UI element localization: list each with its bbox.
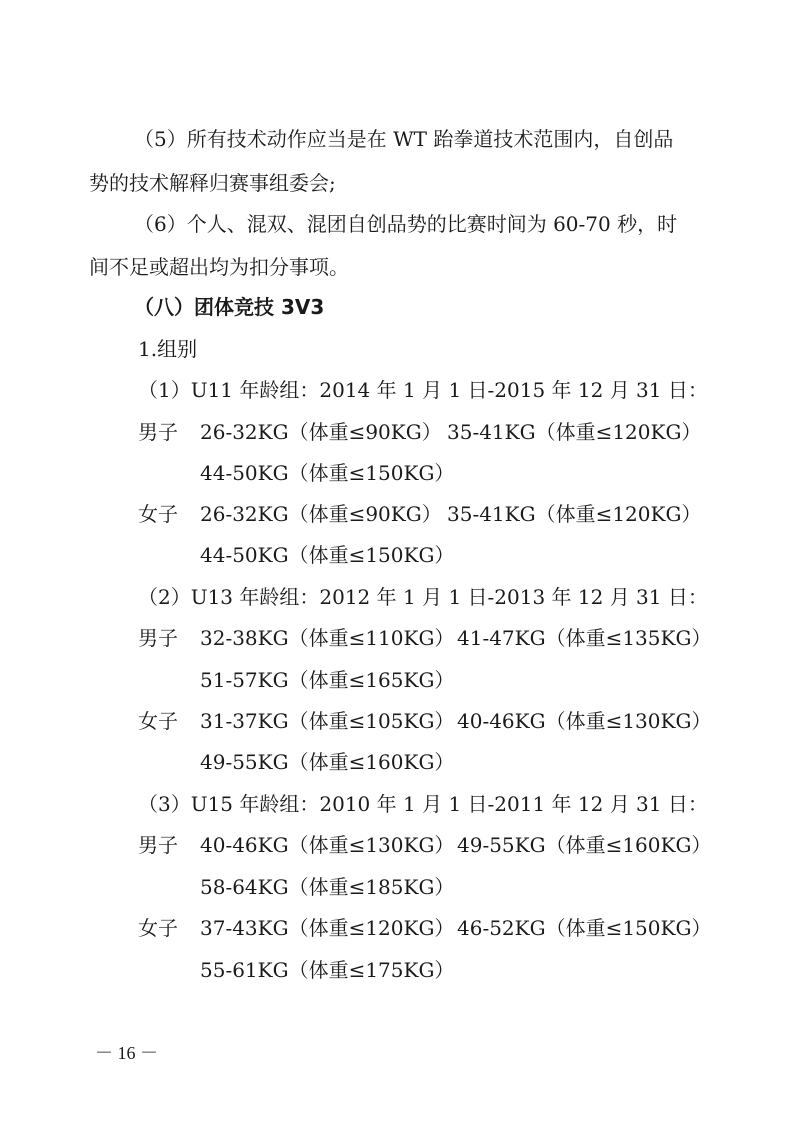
- group-title: （1）U11 年龄组：2014 年 1 月 1 日-2015 年 12 月 31 日：: [138, 378, 708, 402]
- weight-class: 40-46KG（体重≤130KG）: [200, 833, 455, 857]
- weight-class: 58-64KG（体重≤185KG）: [200, 875, 455, 899]
- weight-class: 32-38KG（体重≤110KG）: [200, 626, 455, 650]
- page-number: － 16 －: [95, 1043, 158, 1063]
- male-label: 男子: [138, 626, 178, 650]
- weight-class: 55-61KG（体重≤175KG）: [200, 958, 455, 982]
- weight-class: 41-47KG（体重≤135KG）: [457, 626, 712, 650]
- weight-class: 51-57KG（体重≤165KG）: [200, 668, 455, 692]
- male-label: 男子: [138, 833, 178, 857]
- paragraph-6-line-2: 间不足或超出均为扣分事项。: [89, 255, 349, 279]
- group-title: （2）U13 年龄组：2012 年 1 月 1 日-2013 年 12 月 31 日：: [138, 585, 708, 609]
- weight-class: 46-52KG（体重≤150KG）: [457, 916, 712, 940]
- paragraph-5-line-2: 势的技术解释归赛事组委会;: [89, 171, 336, 195]
- weight-class: 35-41KG（体重≤120KG）: [447, 502, 702, 526]
- weight-class: 35-41KG（体重≤120KG）: [447, 420, 702, 444]
- weight-class: 49-55KG（体重≤160KG）: [200, 750, 455, 774]
- weight-class: 44-50KG（体重≤150KG）: [200, 461, 455, 485]
- sub-heading: 1.组别: [138, 337, 198, 361]
- weight-class: 40-46KG（体重≤130KG）: [457, 709, 712, 733]
- female-label: 女子: [138, 709, 178, 733]
- weight-class: 49-55KG（体重≤160KG）: [457, 833, 712, 857]
- weight-class: 44-50KG（体重≤150KG）: [200, 543, 455, 567]
- section-heading: （八）团体竞技 3V3: [134, 295, 325, 319]
- group-title: （3）U15 年龄组：2010 年 1 月 1 日-2011 年 12 月 31 日：: [138, 792, 708, 816]
- weight-class: 26-32KG（体重≤90KG）: [200, 502, 442, 526]
- weight-class: 31-37KG（体重≤105KG）: [200, 709, 455, 733]
- paragraph-5-line-1: （5）所有技术动作应当是在 WT 跆拳道技术范围内，自创品: [134, 127, 674, 151]
- female-label: 女子: [138, 502, 178, 526]
- weight-class: 37-43KG（体重≤120KG）: [200, 916, 455, 940]
- weight-class: 26-32KG（体重≤90KG）: [200, 420, 442, 444]
- male-label: 男子: [138, 420, 178, 444]
- paragraph-6-line-1: （6）个人、混双、混团自创品势的比赛时间为 60-70 秒，时: [134, 212, 678, 236]
- female-label: 女子: [138, 916, 178, 940]
